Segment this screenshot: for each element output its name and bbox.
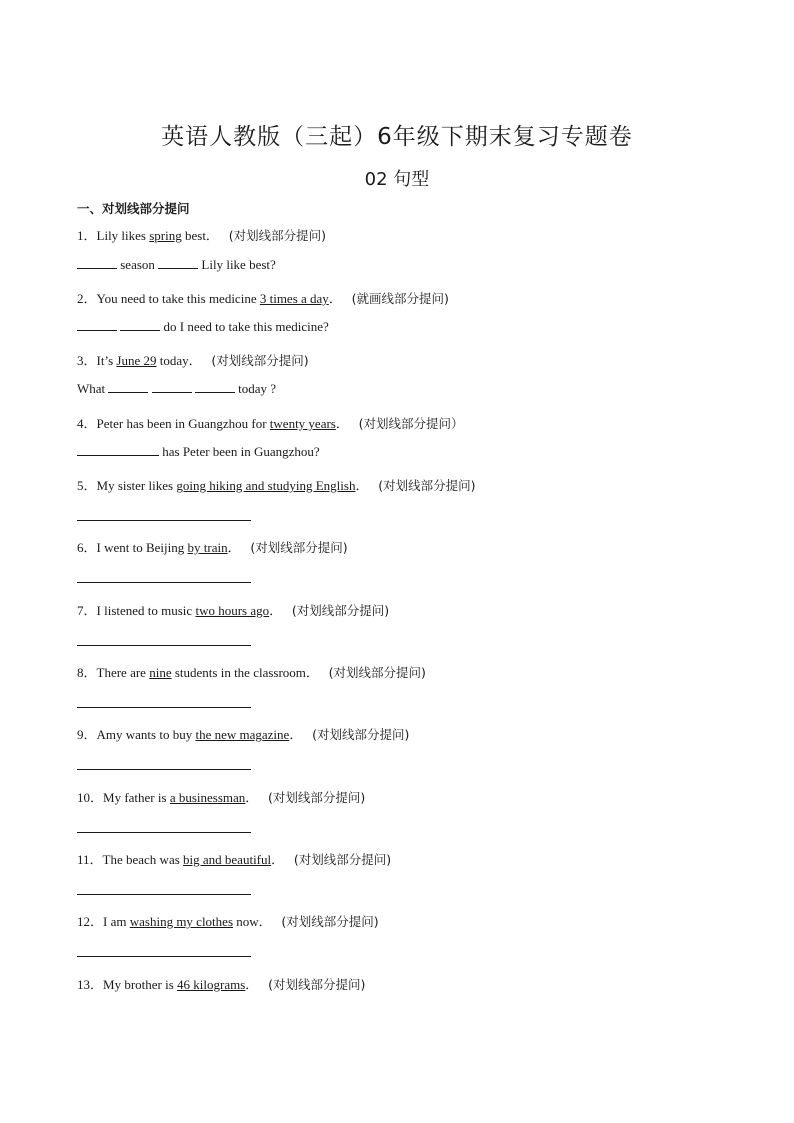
question-5: 5．My sister likes going hiking and studying English． (对划线部分提问) — [77, 478, 476, 493]
question-1: 1．Lily likes spring best． (对划线部分提问) — [77, 228, 326, 243]
answer-line-9[interactable] — [77, 769, 251, 770]
answer-line-1[interactable]: season Lily like best? — [77, 257, 276, 273]
question-9: 9．Amy wants to buy the new magazine． (对划线部分提问) — [77, 727, 410, 742]
question-13: 13．My brother is 46 kilograms． (对划线部分提问) — [77, 977, 366, 992]
question-6: 6．I went to Beijing by train． (对划线部分提问) — [77, 540, 348, 555]
question-7: 7．I listened to music two hours ago． (对划线部分提问) — [77, 603, 390, 618]
section-heading: 一、对划线部分提问 — [77, 201, 190, 216]
answer-line-11[interactable] — [77, 894, 251, 895]
answer-line-4[interactable]: has Peter been in Guangzhou? — [77, 444, 320, 460]
answer-line-6[interactable] — [77, 582, 251, 583]
question-2: 2．You need to take this medicine 3 times a day． (就画线部分提问) — [77, 291, 449, 306]
answer-line-2[interactable]: do I need to take this medicine? — [77, 319, 329, 335]
question-11: 11．The beach was big and beautiful． (对划线部分提问) — [77, 852, 392, 867]
question-3: 3．It’s June 29 today． (对划线部分提问) — [77, 353, 309, 368]
question-8: 8．There are nine students in the classroom． (对划线部分提问) — [77, 665, 426, 680]
answer-line-7[interactable] — [77, 645, 251, 646]
answer-line-5[interactable] — [77, 520, 251, 521]
answer-line-12[interactable] — [77, 956, 251, 957]
page-title: 英语人教版（三起）6年级下期末复习专题卷 — [161, 124, 633, 150]
answer-line-3[interactable]: What today ? — [77, 381, 277, 396]
question-12: 12．I am washing my clothes now． (对划线部分提问) — [77, 914, 379, 929]
answer-line-10[interactable] — [77, 832, 251, 833]
page-subtitle: 02 句型 — [364, 169, 430, 190]
answer-line-8[interactable] — [77, 707, 251, 708]
question-4: 4．Peter has been in Guangzhou for twenty years． (对划线部分提问） — [77, 416, 464, 431]
question-10: 10．My father is a businessman． (对划线部分提问) — [77, 790, 366, 805]
